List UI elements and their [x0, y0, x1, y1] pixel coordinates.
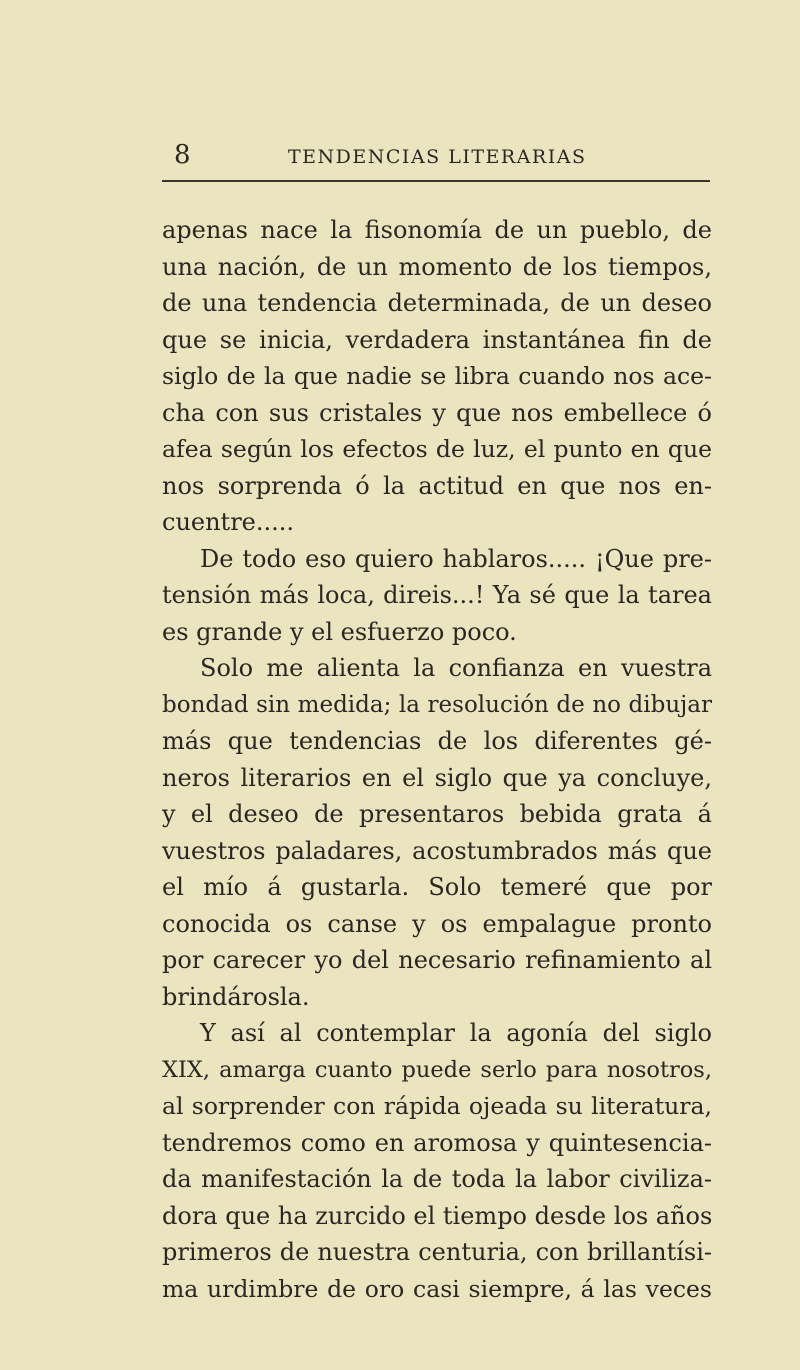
text-line: ma urdimbre de oro casi siempre, á las veces	[162, 1274, 712, 1303]
text-line: neros literarios en el siglo que ya concluye,	[162, 763, 712, 792]
text-line: apenas nace la fisonomía de un pueblo, de	[162, 216, 712, 244]
text-line: cuentre.....	[162, 508, 295, 536]
text-line: es grande y el esfuerzo poco.	[162, 617, 517, 646]
text-line: por carecer yo del necesario refinamiento al	[162, 946, 712, 974]
text-line: Solo me alienta la confianza en vuestra	[200, 654, 712, 682]
header-rule	[162, 180, 710, 182]
text-line: más que tendencias de los diferentes gé-	[162, 727, 712, 755]
text-line: XIX, amarga cuanto puede serlo para nosotros,	[162, 1056, 712, 1083]
body-text	[162, 212, 712, 1307]
text-line: tensión más loca, direis...! Ya sé que la tarea	[162, 581, 712, 609]
text-line: de una tendencia determinada, de un deseo	[162, 289, 712, 317]
text-line: tendremos como en aromosa y quintesencia-	[162, 1128, 712, 1157]
text-line: nos sorprenda ó la actitud en que nos en-	[162, 471, 712, 500]
text-line: da manifestación la de toda la labor civiliza-	[162, 1165, 712, 1193]
text-line: cha con sus cristales y que nos embellece ó	[162, 398, 712, 427]
text-line: el mío á gustarla. Solo temeré que por	[162, 873, 712, 901]
text-line: y el deseo de presentaros bebida grata á	[162, 800, 712, 828]
text-line: vuestros paladares, acostumbrados más que	[162, 836, 712, 865]
text-line: bondad sin medida; la resolución de no dibujar	[162, 691, 712, 718]
text-line: que se inicia, verdadera instantánea fin de	[162, 325, 712, 354]
running-head	[160, 140, 710, 174]
text-line: Y así al contemplar la agonía del siglo	[200, 1019, 712, 1047]
text-line: siglo de la que nadie se libra cuando nos ace-	[162, 362, 712, 390]
text-line: De todo eso quiero hablaros..... ¡Que pre-	[200, 544, 712, 573]
text-line: una nación, de un momento de los tiempos,	[162, 252, 712, 281]
running-title: TENDENCIAS LITERARIAS	[288, 146, 587, 168]
text-line: brindárosla.	[162, 982, 310, 1011]
text-line: dora que ha zurcido el tiempo desde los años	[162, 1201, 713, 1230]
text-line: primeros de nuestra centuria, con brillantísi-	[162, 1238, 712, 1266]
text-line: al sorprender con rápida ojeada su literatura,	[162, 1092, 712, 1120]
text-line: conocida os canse y os empalague pronto	[162, 909, 712, 938]
page-number: 8	[174, 140, 192, 170]
text-line: afea según los efectos de luz, el punto en que	[162, 435, 712, 463]
